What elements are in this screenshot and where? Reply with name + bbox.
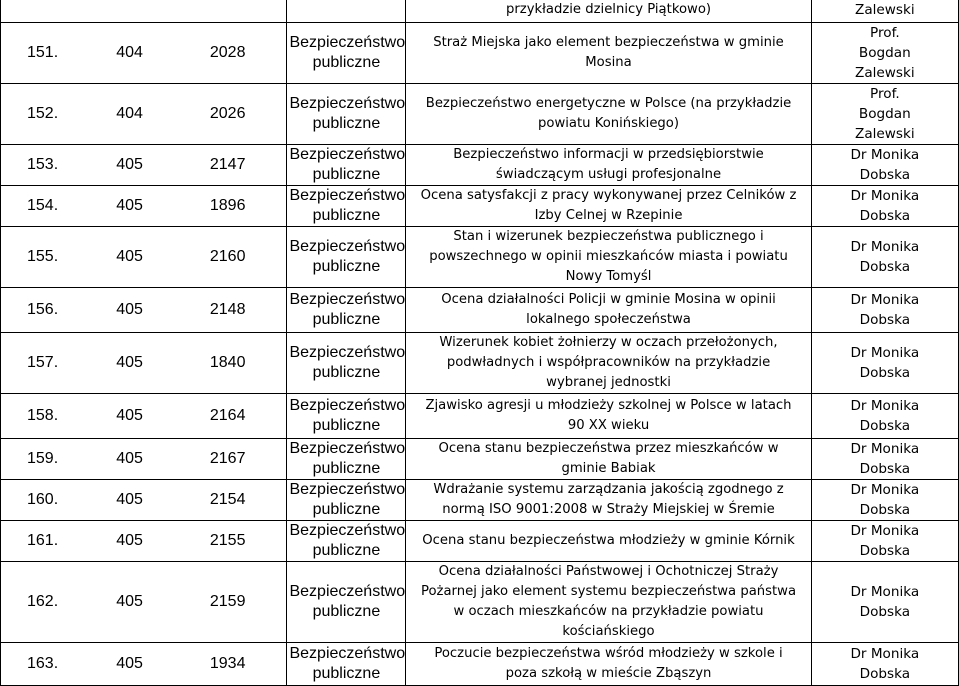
record-number-cell xyxy=(1,643,287,686)
record-number-cell xyxy=(1,23,287,84)
supervisor: Dr Monika Dobska xyxy=(811,227,958,288)
supervisor: Dr Monika Dobska xyxy=(811,288,958,333)
field-of-study: Bezpieczeństwo publiczne xyxy=(287,394,406,439)
field-of-study: Bezpieczeństwo publiczne xyxy=(287,288,406,333)
record-number-cell xyxy=(1,333,287,394)
field-of-study: Bezpieczeństwo publiczne xyxy=(287,643,406,686)
row-index: 163. xyxy=(27,655,59,672)
record-number: 2167 xyxy=(209,450,246,467)
table-row xyxy=(1,643,959,686)
supervisor: Zalewski xyxy=(811,0,958,23)
supervisor: Dr Monika Dobska xyxy=(811,186,958,227)
subject-code: 405 xyxy=(116,248,143,265)
subject-code: 405 xyxy=(116,156,143,173)
supervisor: Dr Monika Dobska xyxy=(811,562,958,643)
field-of-study: Bezpieczeństwo publiczne xyxy=(287,23,406,84)
thesis-topic: Ocena działalności Policji w gminie Mosina w opinii lokalnego społeczeństwa xyxy=(406,288,811,333)
record-number: 2160 xyxy=(209,248,246,265)
subject-code: 404 xyxy=(116,44,143,61)
thesis-topic: Bezpieczeństwo energetyczne w Polsce (na przykładzie powiatu Konińskiego) xyxy=(406,84,811,145)
thesis-topic: Straż Miejska jako element bezpieczeństwa w gminie Mosina xyxy=(406,23,811,84)
row-index: 158. xyxy=(27,407,59,424)
table-row xyxy=(1,84,959,145)
table-body xyxy=(1,0,959,686)
subject-code: 405 xyxy=(116,491,143,508)
record-number-cell xyxy=(1,562,287,643)
table-row xyxy=(1,562,959,643)
thesis-topic: Ocena satysfakcji z pracy wykonywanej przez Celników z Izby Celnej w Rzepinie xyxy=(406,186,811,227)
thesis-topic: Wizerunek kobiet żołnierzy w oczach przełożonych, podwładnych i współpracowników na przykładzie wybranej jednostki xyxy=(406,333,811,394)
table-row xyxy=(1,186,959,227)
table-row xyxy=(1,23,959,84)
supervisor: Dr Monika Dobska xyxy=(811,333,958,394)
subject-code: 404 xyxy=(116,105,143,122)
table-row xyxy=(1,439,959,480)
table-row-continued xyxy=(1,0,959,23)
row-index: 156. xyxy=(27,301,59,318)
record-number: 2164 xyxy=(209,407,246,424)
subject-code: 405 xyxy=(116,301,143,318)
thesis-topic: Ocena stanu bezpieczeństwa młodzieży w gminie Kórnik xyxy=(406,521,811,562)
supervisor: Dr Monika Dobska xyxy=(811,439,958,480)
record-number-cell xyxy=(1,227,287,288)
supervisor: Prof. Bogdan Zalewski xyxy=(811,23,958,84)
thesis-topic: przykładzie dzielnicy Piątkowo) xyxy=(406,0,811,23)
thesis-topic: Wdrażanie systemu zarządzania jakością zgodnego z normą ISO 9001:2008 w Straży Miejskiej w Śremie xyxy=(406,480,811,521)
row-index: 155. xyxy=(27,248,59,265)
subject-code: 405 xyxy=(116,532,143,549)
record-number: 1896 xyxy=(209,197,246,214)
row-index: 154. xyxy=(27,197,59,214)
cell-empty xyxy=(1,0,287,23)
subject-code: 405 xyxy=(116,354,143,371)
field-of-study: Bezpieczeństwo publiczne xyxy=(287,439,406,480)
record-number: 1840 xyxy=(209,354,246,371)
subject-code: 405 xyxy=(116,197,143,214)
row-index: 157. xyxy=(27,354,59,371)
field-of-study: Bezpieczeństwo publiczne xyxy=(287,333,406,394)
record-number: 2026 xyxy=(209,105,246,122)
record-number-cell xyxy=(1,521,287,562)
thesis-topic: Poczucie bezpieczeństwa wśród młodzieży w szkole i poza szkołą w mieście Zbąszyn xyxy=(406,643,811,686)
record-number-cell xyxy=(1,84,287,145)
field-of-study: Bezpieczeństwo publiczne xyxy=(287,562,406,643)
subject-code: 405 xyxy=(116,655,143,672)
subject-code: 405 xyxy=(116,593,143,610)
row-index: 159. xyxy=(27,450,59,467)
thesis-topic: Stan i wizerunek bezpieczeństwa publicznego i powszechnego w opinii mieszkańców miasta i powiatu Nowy Tomyśl xyxy=(406,227,811,288)
field-of-study: Bezpieczeństwo publiczne xyxy=(287,227,406,288)
field-of-study: Bezpieczeństwo publiczne xyxy=(287,145,406,186)
record-number: 2028 xyxy=(209,44,246,61)
field-of-study: Bezpieczeństwo publiczne xyxy=(287,84,406,145)
row-index: 162. xyxy=(27,593,59,610)
table-row xyxy=(1,288,959,333)
row-index: 152. xyxy=(27,105,59,122)
table-row xyxy=(1,333,959,394)
table-row xyxy=(1,394,959,439)
field-of-study: Bezpieczeństwo publiczne xyxy=(287,480,406,521)
supervisor: Dr Monika Dobska xyxy=(811,480,958,521)
record-number: 2147 xyxy=(209,156,246,173)
subject-code: 405 xyxy=(116,450,143,467)
table-row xyxy=(1,227,959,288)
record-number: 2148 xyxy=(209,301,246,318)
row-index: 161. xyxy=(27,532,59,549)
record-number: 2155 xyxy=(209,532,246,549)
row-index: 153. xyxy=(27,156,59,173)
table-row xyxy=(1,145,959,186)
supervisor: Prof. Bogdan Zalewski xyxy=(811,84,958,145)
thesis-topic: Ocena stanu bezpieczeństwa przez mieszkańców w gminie Babiak xyxy=(406,439,811,480)
thesis-topic: Zjawisko agresji u młodzieży szkolnej w Polsce w latach 90 XX wieku xyxy=(406,394,811,439)
record-number-cell xyxy=(1,288,287,333)
supervisor: Dr Monika Dobska xyxy=(811,394,958,439)
table-row xyxy=(1,480,959,521)
record-number-cell xyxy=(1,480,287,521)
supervisor: Dr Monika Dobska xyxy=(811,145,958,186)
record-number-cell xyxy=(1,186,287,227)
row-index: 160. xyxy=(27,491,59,508)
supervisor: Dr Monika Dobska xyxy=(811,643,958,686)
record-number: 2159 xyxy=(209,593,246,610)
record-number: 2154 xyxy=(209,491,246,508)
record-number: 1934 xyxy=(209,655,246,672)
field-of-study: Bezpieczeństwo publiczne xyxy=(287,521,406,562)
thesis-topic: Ocena działalności Państwowej i Ochotniczej Straży Pożarnej jako element systemu bezpieczeństwa państwa w oczach mieszkańców na przykładzie powiatu kościańskiego xyxy=(406,562,811,643)
record-number-cell xyxy=(1,394,287,439)
row-index: 151. xyxy=(27,44,59,61)
subject-code: 405 xyxy=(116,407,143,424)
record-number-cell xyxy=(1,145,287,186)
record-number-cell xyxy=(1,439,287,480)
cell-empty xyxy=(287,0,406,23)
supervisor: Dr Monika Dobska xyxy=(811,521,958,562)
table-row xyxy=(1,521,959,562)
thesis-topic: Bezpieczeństwo informacji w przedsiębiorstwie świadczącym usługi profesjonalne xyxy=(406,145,811,186)
field-of-study: Bezpieczeństwo publiczne xyxy=(287,186,406,227)
